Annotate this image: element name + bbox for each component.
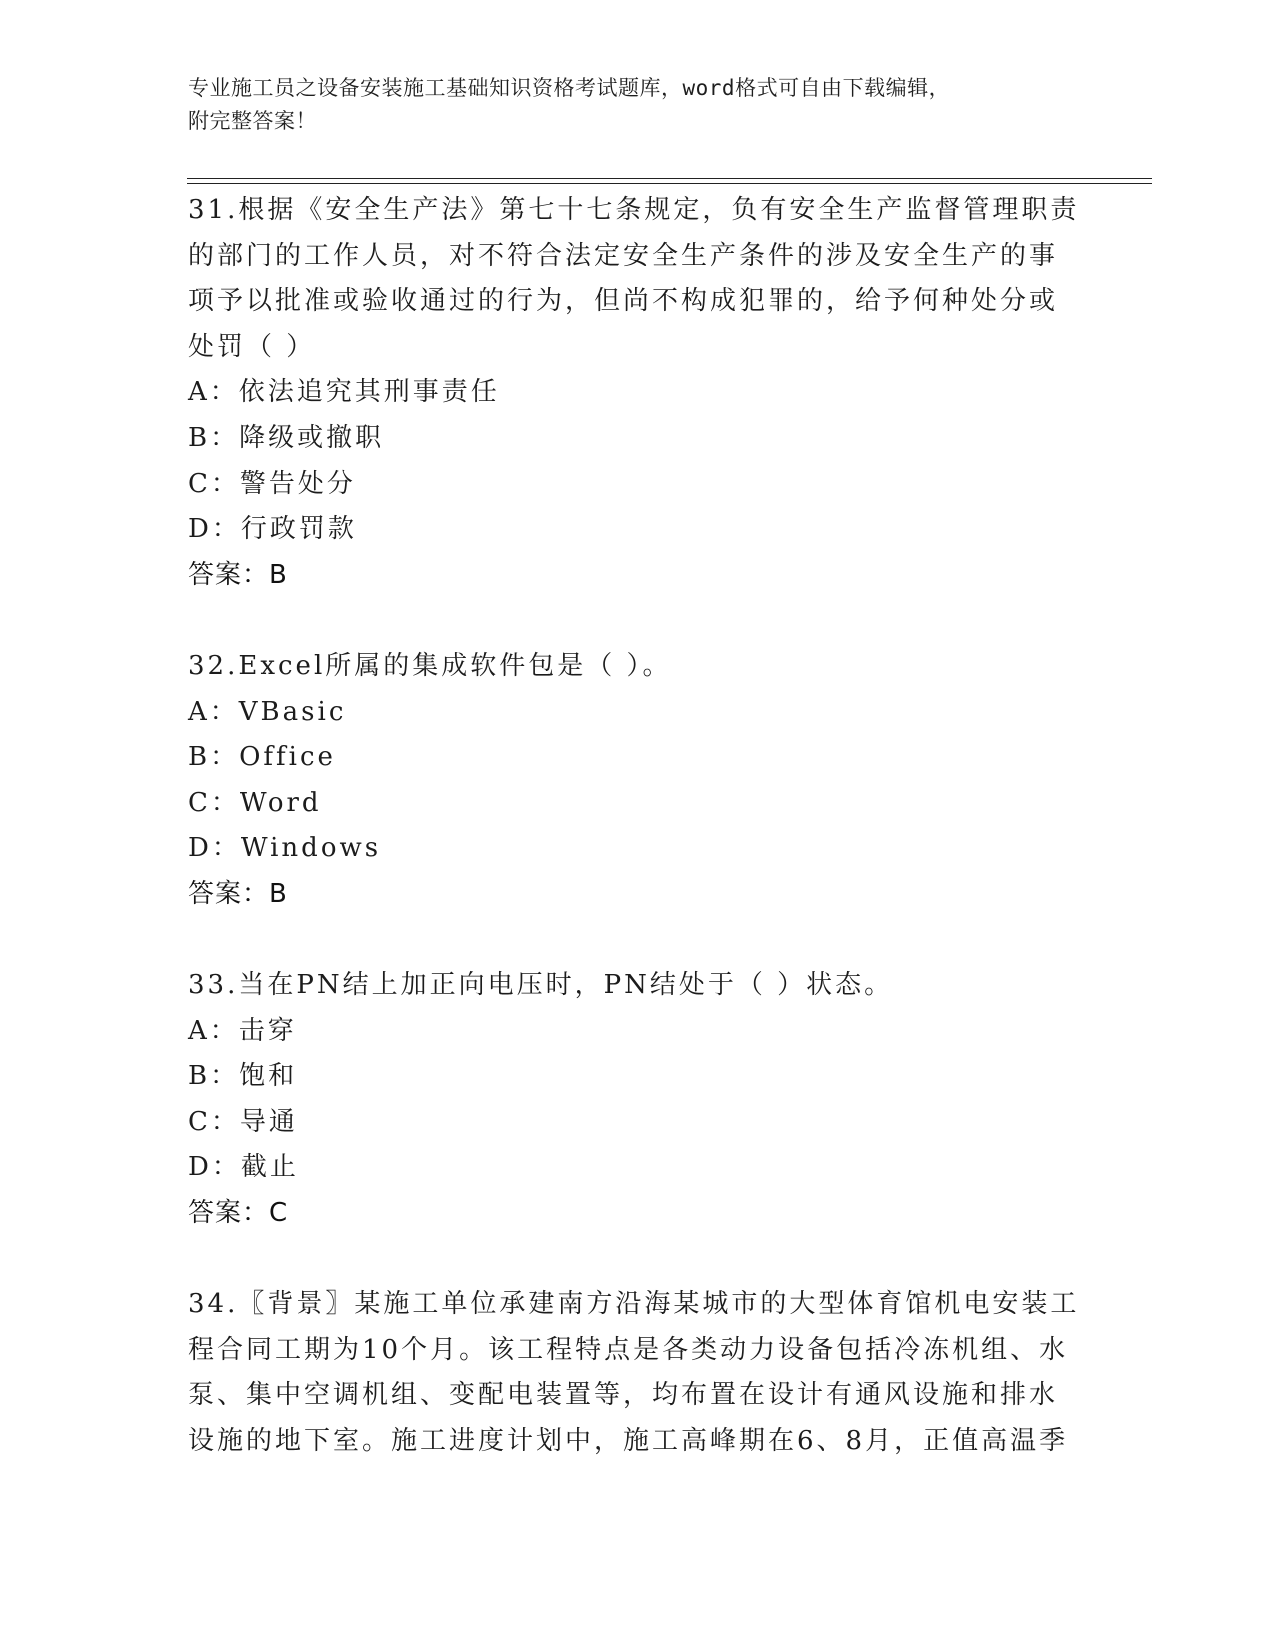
option-d: D：截止	[188, 1152, 299, 1183]
question-32	[188, 644, 1088, 918]
question-stem-line: 泵、集中空调机组、变配电装置等，均布置在设计有通风设施和排水	[188, 1380, 1059, 1411]
option-d: D：Windows	[188, 833, 382, 864]
option-b: B：饱和	[188, 1061, 298, 1092]
header-line-2: 附完整答案！	[188, 109, 317, 133]
question-stem-line: 处罚（ ）	[188, 331, 316, 362]
question-stem-line: 设施的地下室。施工进度计划中，施工高峰期在6、8月，正值高温季	[188, 1426, 1069, 1457]
question-33	[188, 963, 1088, 1237]
option-b: B：Office	[188, 742, 336, 773]
question-stem-line: 的部门的工作人员，对不符合法定安全生产条件的涉及安全生产的事	[188, 240, 1059, 271]
answer-line: 答案：C	[188, 1198, 289, 1229]
answer-line: 答案：B	[188, 559, 288, 590]
header-divider-bottom	[187, 183, 1152, 184]
option-a: A：击穿	[188, 1015, 297, 1046]
question-34	[188, 1282, 1088, 1464]
option-a: A：依法追究其刑事责任	[188, 377, 500, 408]
question-31	[188, 188, 1088, 598]
question-stem-line: 程合同工期为10个月。该工程特点是各类动力设备包括冷冻机组、水	[188, 1334, 1069, 1365]
answer-line: 答案：B	[188, 878, 288, 909]
question-stem-line: 34.〖背景〗某施工单位承建南方沿海某城市的大型体育馆机电安装工	[188, 1289, 1080, 1320]
question-stem-line: 33.当在PN结上加正向电压时，PN结处于（ ）状态。	[188, 970, 894, 1001]
question-stem-line: 32.Excel所属的集成软件包是（ ）。	[188, 650, 672, 681]
option-d: D：行政罚款	[188, 514, 357, 545]
option-c: C：Word	[188, 787, 322, 818]
question-list	[188, 188, 1088, 1510]
document-header	[188, 72, 1068, 138]
option-b: B：降级或撤职	[188, 422, 385, 453]
question-stem-line: 项予以批准或验收通过的行为，但尚不构成犯罪的，给予何种处分或	[188, 286, 1059, 317]
header-divider-top	[187, 178, 1152, 179]
option-c: C：警告处分	[188, 468, 356, 499]
option-a: A：VBasic	[188, 696, 347, 727]
header-line-1: 专业施工员之设备安装施工基础知识资格考试题库，word格式可自由下载编辑，	[188, 76, 951, 100]
question-stem-line: 31.根据《安全生产法》第七十七条规定，负有安全生产监督管理职责	[188, 195, 1080, 225]
option-c: C：导通	[188, 1106, 298, 1137]
